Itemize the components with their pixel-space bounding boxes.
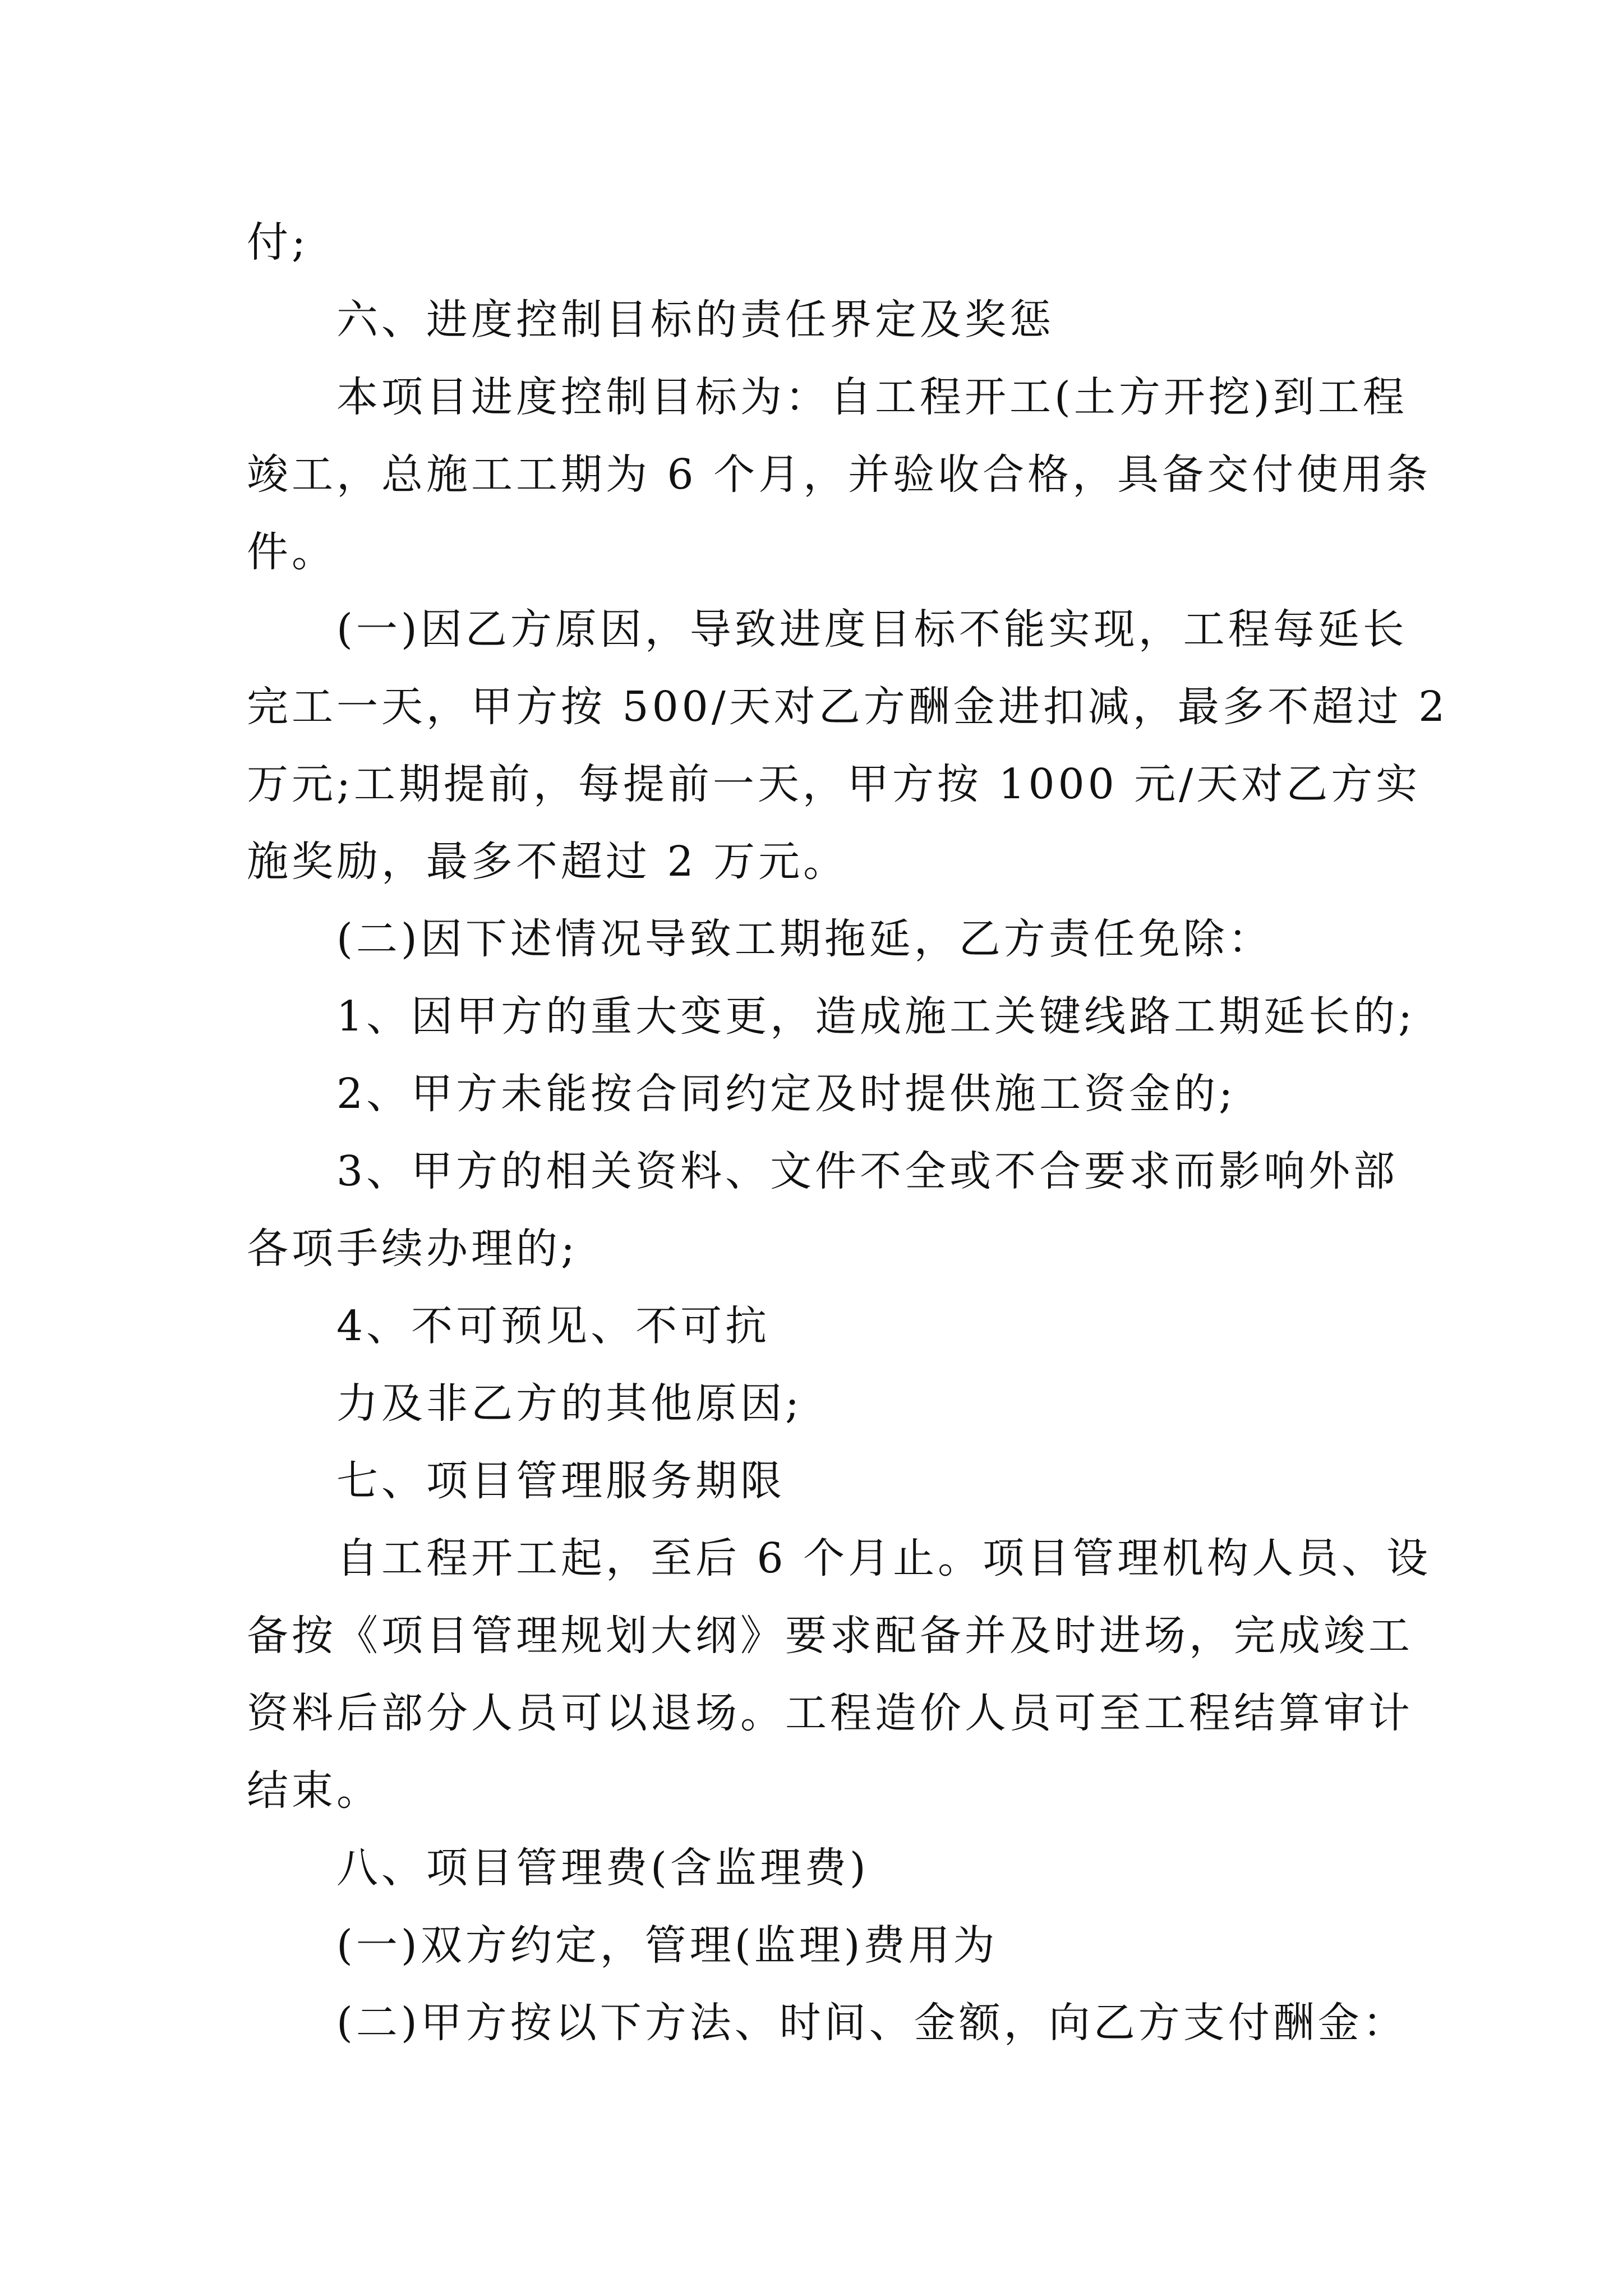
text-line: 力及非乙方的其他原因;: [336, 1379, 803, 1428]
text-line: 备按《项目管理规划大纲》要求配备并及时进场，完成竣工: [247, 1612, 1413, 1660]
section-heading: 八、项目管理费(含监理费): [336, 1844, 869, 1892]
text-line: 竣工，总施工工期为 6 个月，并验收合格，具备交付使用条: [247, 450, 1432, 499]
text-line: 完工一天，甲方按 500/天对乙方酬金进扣减，最多不超过 2: [247, 683, 1449, 731]
text-line: (二)因下述情况导致工期拖延，乙方责任免除：: [336, 915, 1273, 963]
text-line: 件。: [247, 528, 336, 576]
section-heading: 七、项目管理服务期限: [336, 1457, 785, 1505]
list-item: 2、甲方未能按合同约定及时提供施工资金的;: [336, 1070, 1237, 1118]
list-item: 1、因甲方的重大变更，造成施工关键线路工期延长的;: [336, 992, 1416, 1041]
list-item: 3、甲方的相关资料、文件不全或不合要求而影响外部: [336, 1147, 1399, 1195]
text-line: 施奖励，最多不超过 2 万元。: [247, 838, 849, 886]
text-line: 自工程开工起，至后 6 个月止。项目管理机构人员、设: [336, 1534, 1432, 1582]
text-line: (一)因乙方原因，导致进度目标不能实现，工程每延长: [336, 605, 1408, 654]
text-line: 结束。: [247, 1766, 381, 1815]
text-line: (二)甲方按以下方法、时间、金额，向乙方支付酬金：: [336, 1999, 1408, 2047]
text-line: 各项手续办理的;: [247, 1225, 578, 1273]
text-line: (一)双方约定，管理(监理)费用为: [336, 1921, 998, 1970]
text-line: 本项目进度控制目标为：自工程开工(土方开挖)到工程: [336, 373, 1408, 421]
section-heading: 六、进度控制目标的责任界定及奖惩: [336, 296, 1054, 344]
text-line: 付;: [247, 218, 309, 266]
text-line: 资料后部分人员可以退场。工程造价人员可至工程结算审计: [247, 1689, 1413, 1737]
list-item: 4、不可预见、不可抗: [336, 1302, 771, 1350]
text-line: 万元;工期提前，每提前一天，甲方按 1000 元/天对乙方实: [247, 760, 1421, 808]
